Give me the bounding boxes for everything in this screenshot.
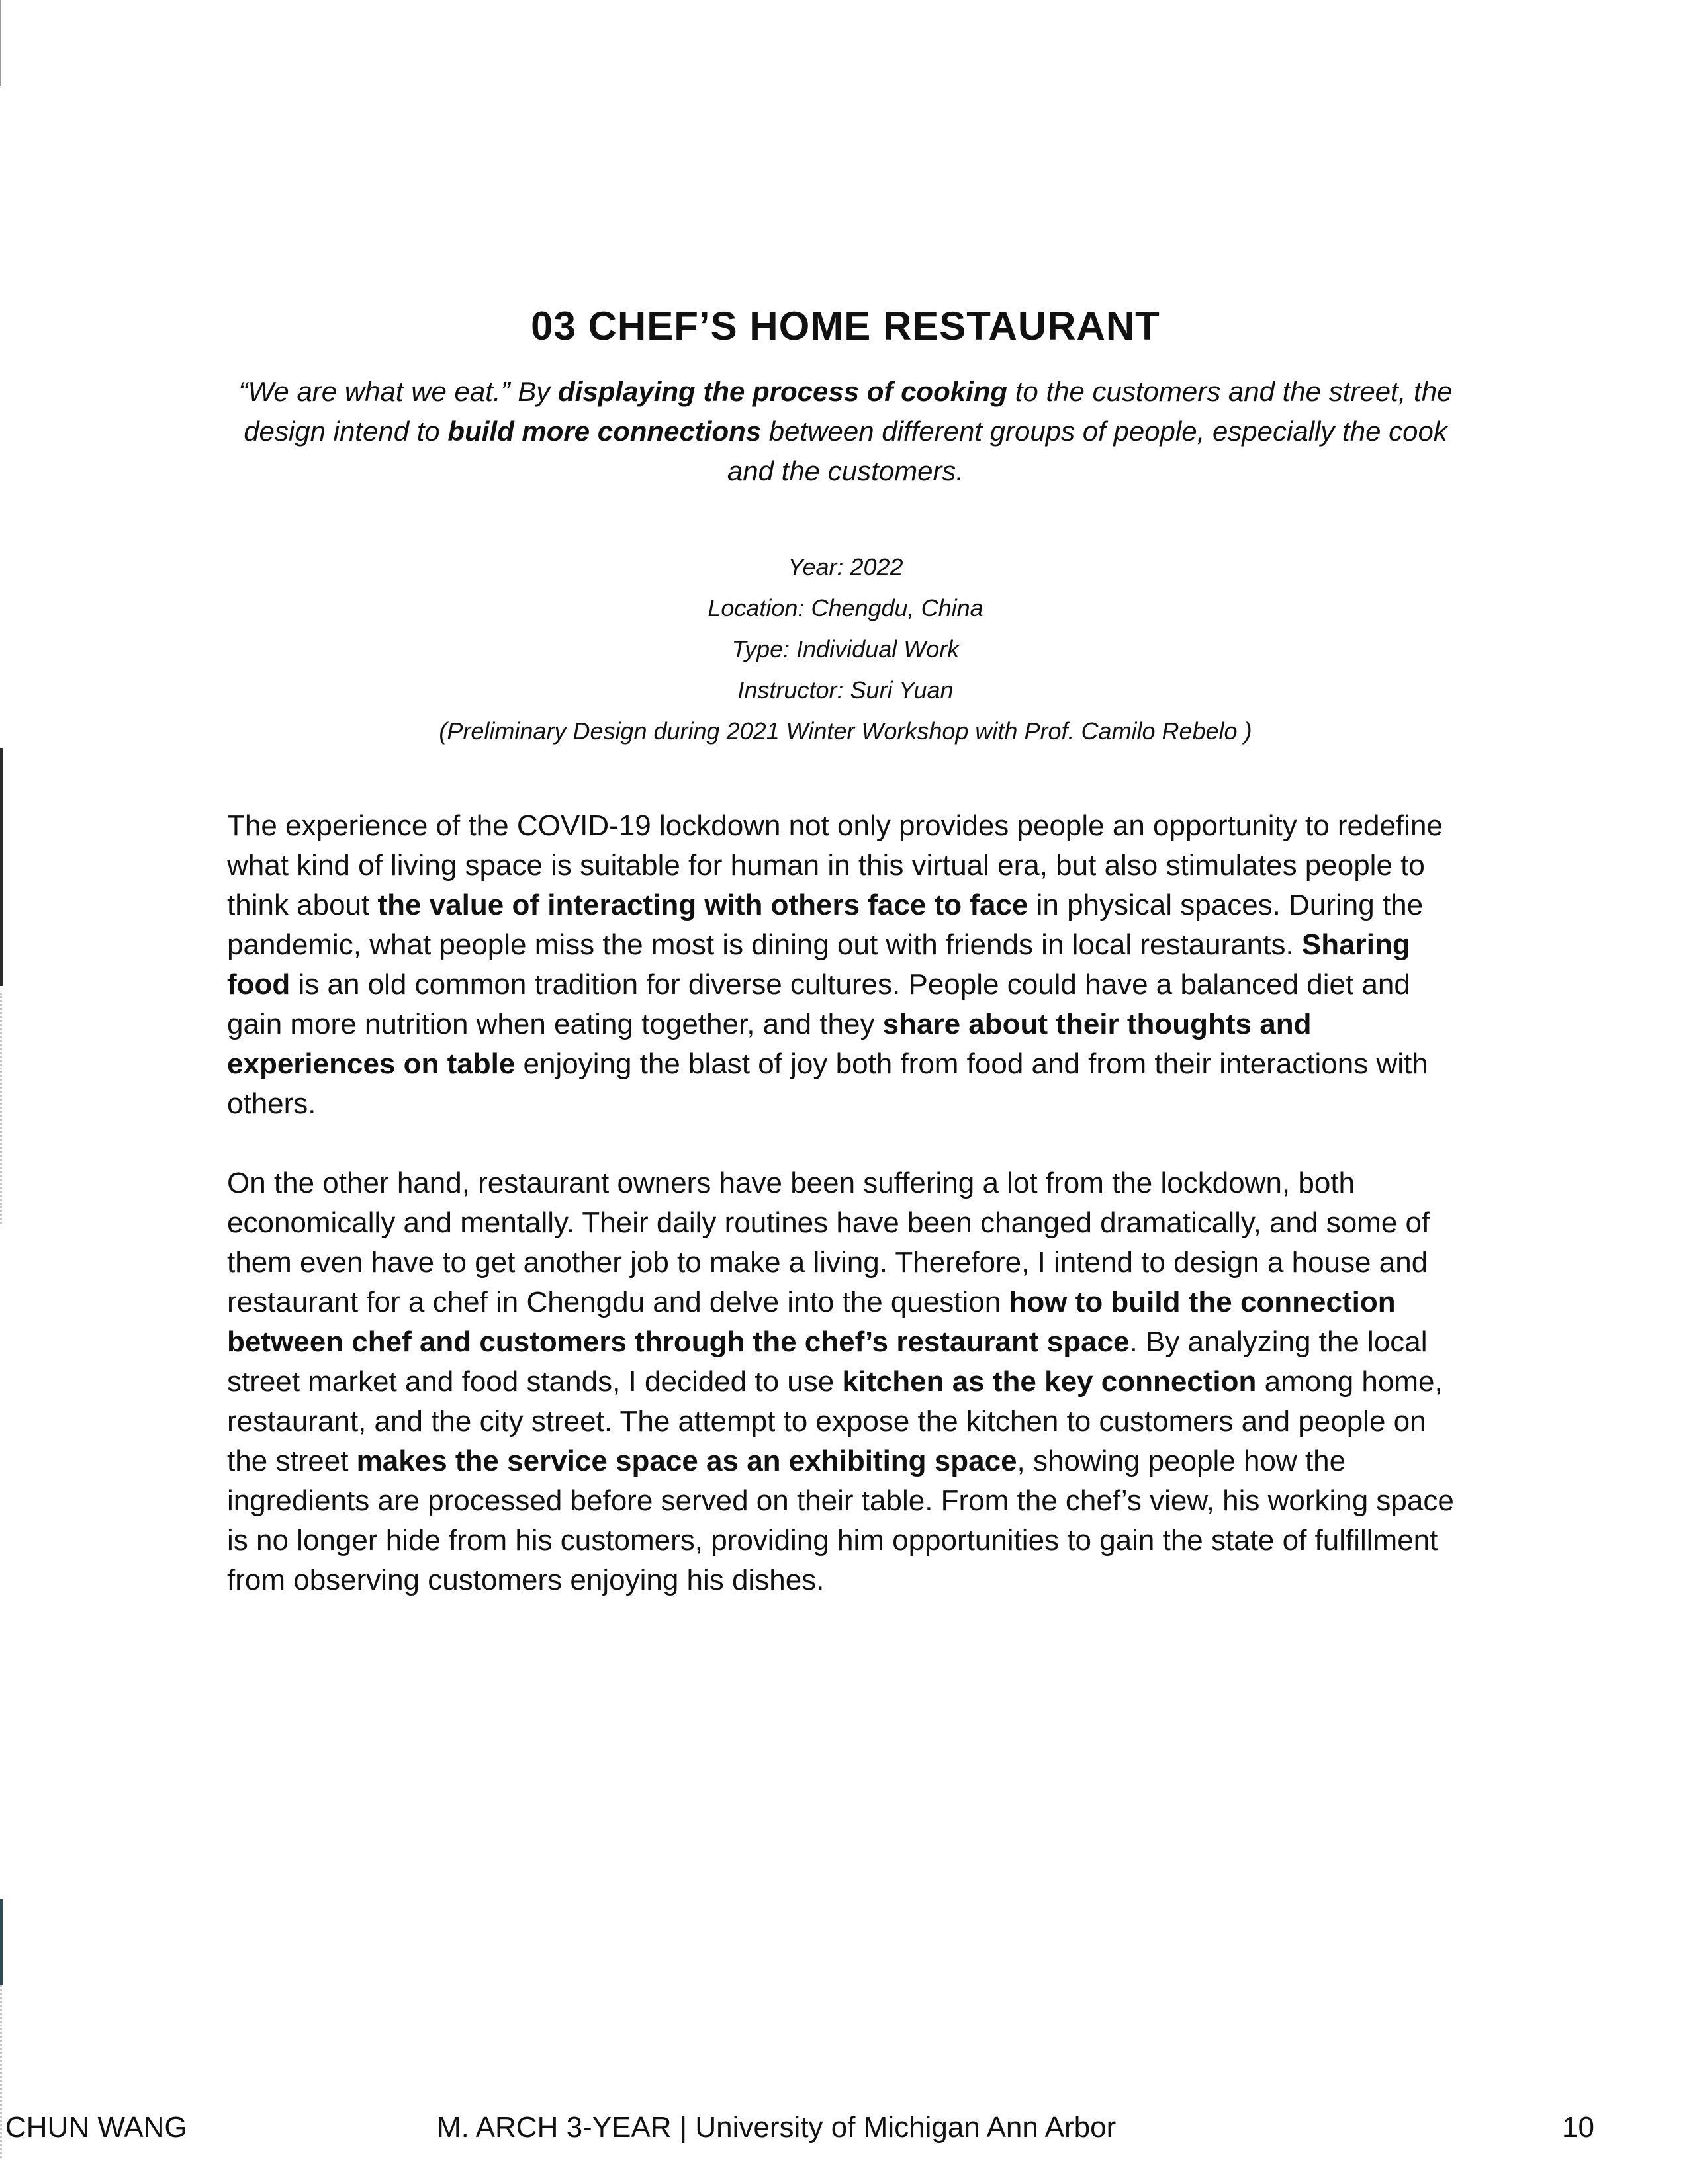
paragraph-emphasis: Sharing food [227, 929, 1410, 1001]
quote-emphasis: build more connections [447, 416, 762, 447]
page-edge-dots-bottom [0, 1985, 4, 2158]
quote-text: “We are what we eat.” By [238, 376, 558, 407]
meta-type: Type: Individual Work [731, 635, 960, 662]
paragraph-emphasis: kitchen as the key connection [842, 1365, 1257, 1398]
page-edge-mark-bottom [0, 1899, 3, 1985]
paragraph-text: . By analyzing the local street market and food stands, I decided to use [227, 1326, 1428, 1398]
page-title: 03 CHEF’S HOME RESTAURANT [531, 304, 1160, 348]
paragraph-text: in physical spaces. During the pandemic, what people miss the most is dining out with friends in local restaurants. [227, 889, 1424, 961]
project-quote [232, 372, 1459, 491]
paragraph-text: , showing people how the ingredients are processed before served on their table. From the chef’s view, his working space is no longer hide from his customers, providing him opportunities to gain the state of fulfillment from observing customers enjoying his dishes. [227, 1445, 1454, 1596]
footer-page-number: 10 [1562, 2111, 1594, 2144]
meta-instructor: Instructor: Suri Yuan [737, 676, 954, 704]
meta-location: Location: Chengdu, China [708, 594, 983, 621]
project-meta [0, 547, 1691, 752]
paragraph-emphasis: share about their thoughts and experiences on table [227, 1008, 1312, 1080]
paragraph-emphasis: how to build the connection between chef and customers through the chef’s restaurant space [227, 1286, 1396, 1358]
paragraph-emphasis: the value of interacting with others face to face [377, 889, 1028, 921]
quote-emphasis: displaying the process of cooking [557, 376, 1008, 407]
page-edge-dots [0, 993, 4, 1224]
paragraph-text: On the other hand, restaurant owners have been suffering a lot from the lockdown, both economically and mentally. Their daily routines have been changed dramatically, and some of them even have to get another job to make a living. Therefore, I intend to design a house and restaurant for a chef in Chengdu and delve into the question [227, 1167, 1430, 1318]
meta-note: (Preliminary Design during 2021 Winter Workshop with Prof. Camilo Rebelo ) [439, 717, 1252, 745]
body-paragraph-2 [227, 1163, 1471, 1600]
footer-program: M. ARCH 3-YEAR | University of Michigan Ann Arbor [437, 2111, 1117, 2144]
paragraph-emphasis: makes the service space as an exhibiting space [356, 1445, 1017, 1477]
quote-text: between different groups of people, especially the cook and the customers. [727, 416, 1447, 486]
paragraph-text: enjoying the blast of joy both from food and from their interactions with others. [227, 1048, 1428, 1120]
meta-year: Year: 2022 [788, 553, 903, 580]
paragraph-text: The experience of the COVID-19 lockdown not only provides people an opportunity to redefine what kind of living space is suitable for human in this virtual era, but also stimulates people to think about [227, 809, 1443, 921]
paragraph-text: is an old common tradition for diverse cultures. People could have a balanced diet and gain more nutrition when eating together, and they [227, 968, 1410, 1040]
page-edge-mark-top [0, 0, 1, 86]
footer-author: CHUN WANG [5, 2111, 187, 2144]
quote-text: to the customers and the street, the design intend to [244, 376, 1453, 447]
body-paragraph-1 [227, 806, 1471, 1124]
page-edge-mark-middle [0, 748, 3, 986]
paragraph-text: among home, restaurant, and the city street. The attempt to expose the kitchen to customers and people on the street [227, 1365, 1443, 1477]
